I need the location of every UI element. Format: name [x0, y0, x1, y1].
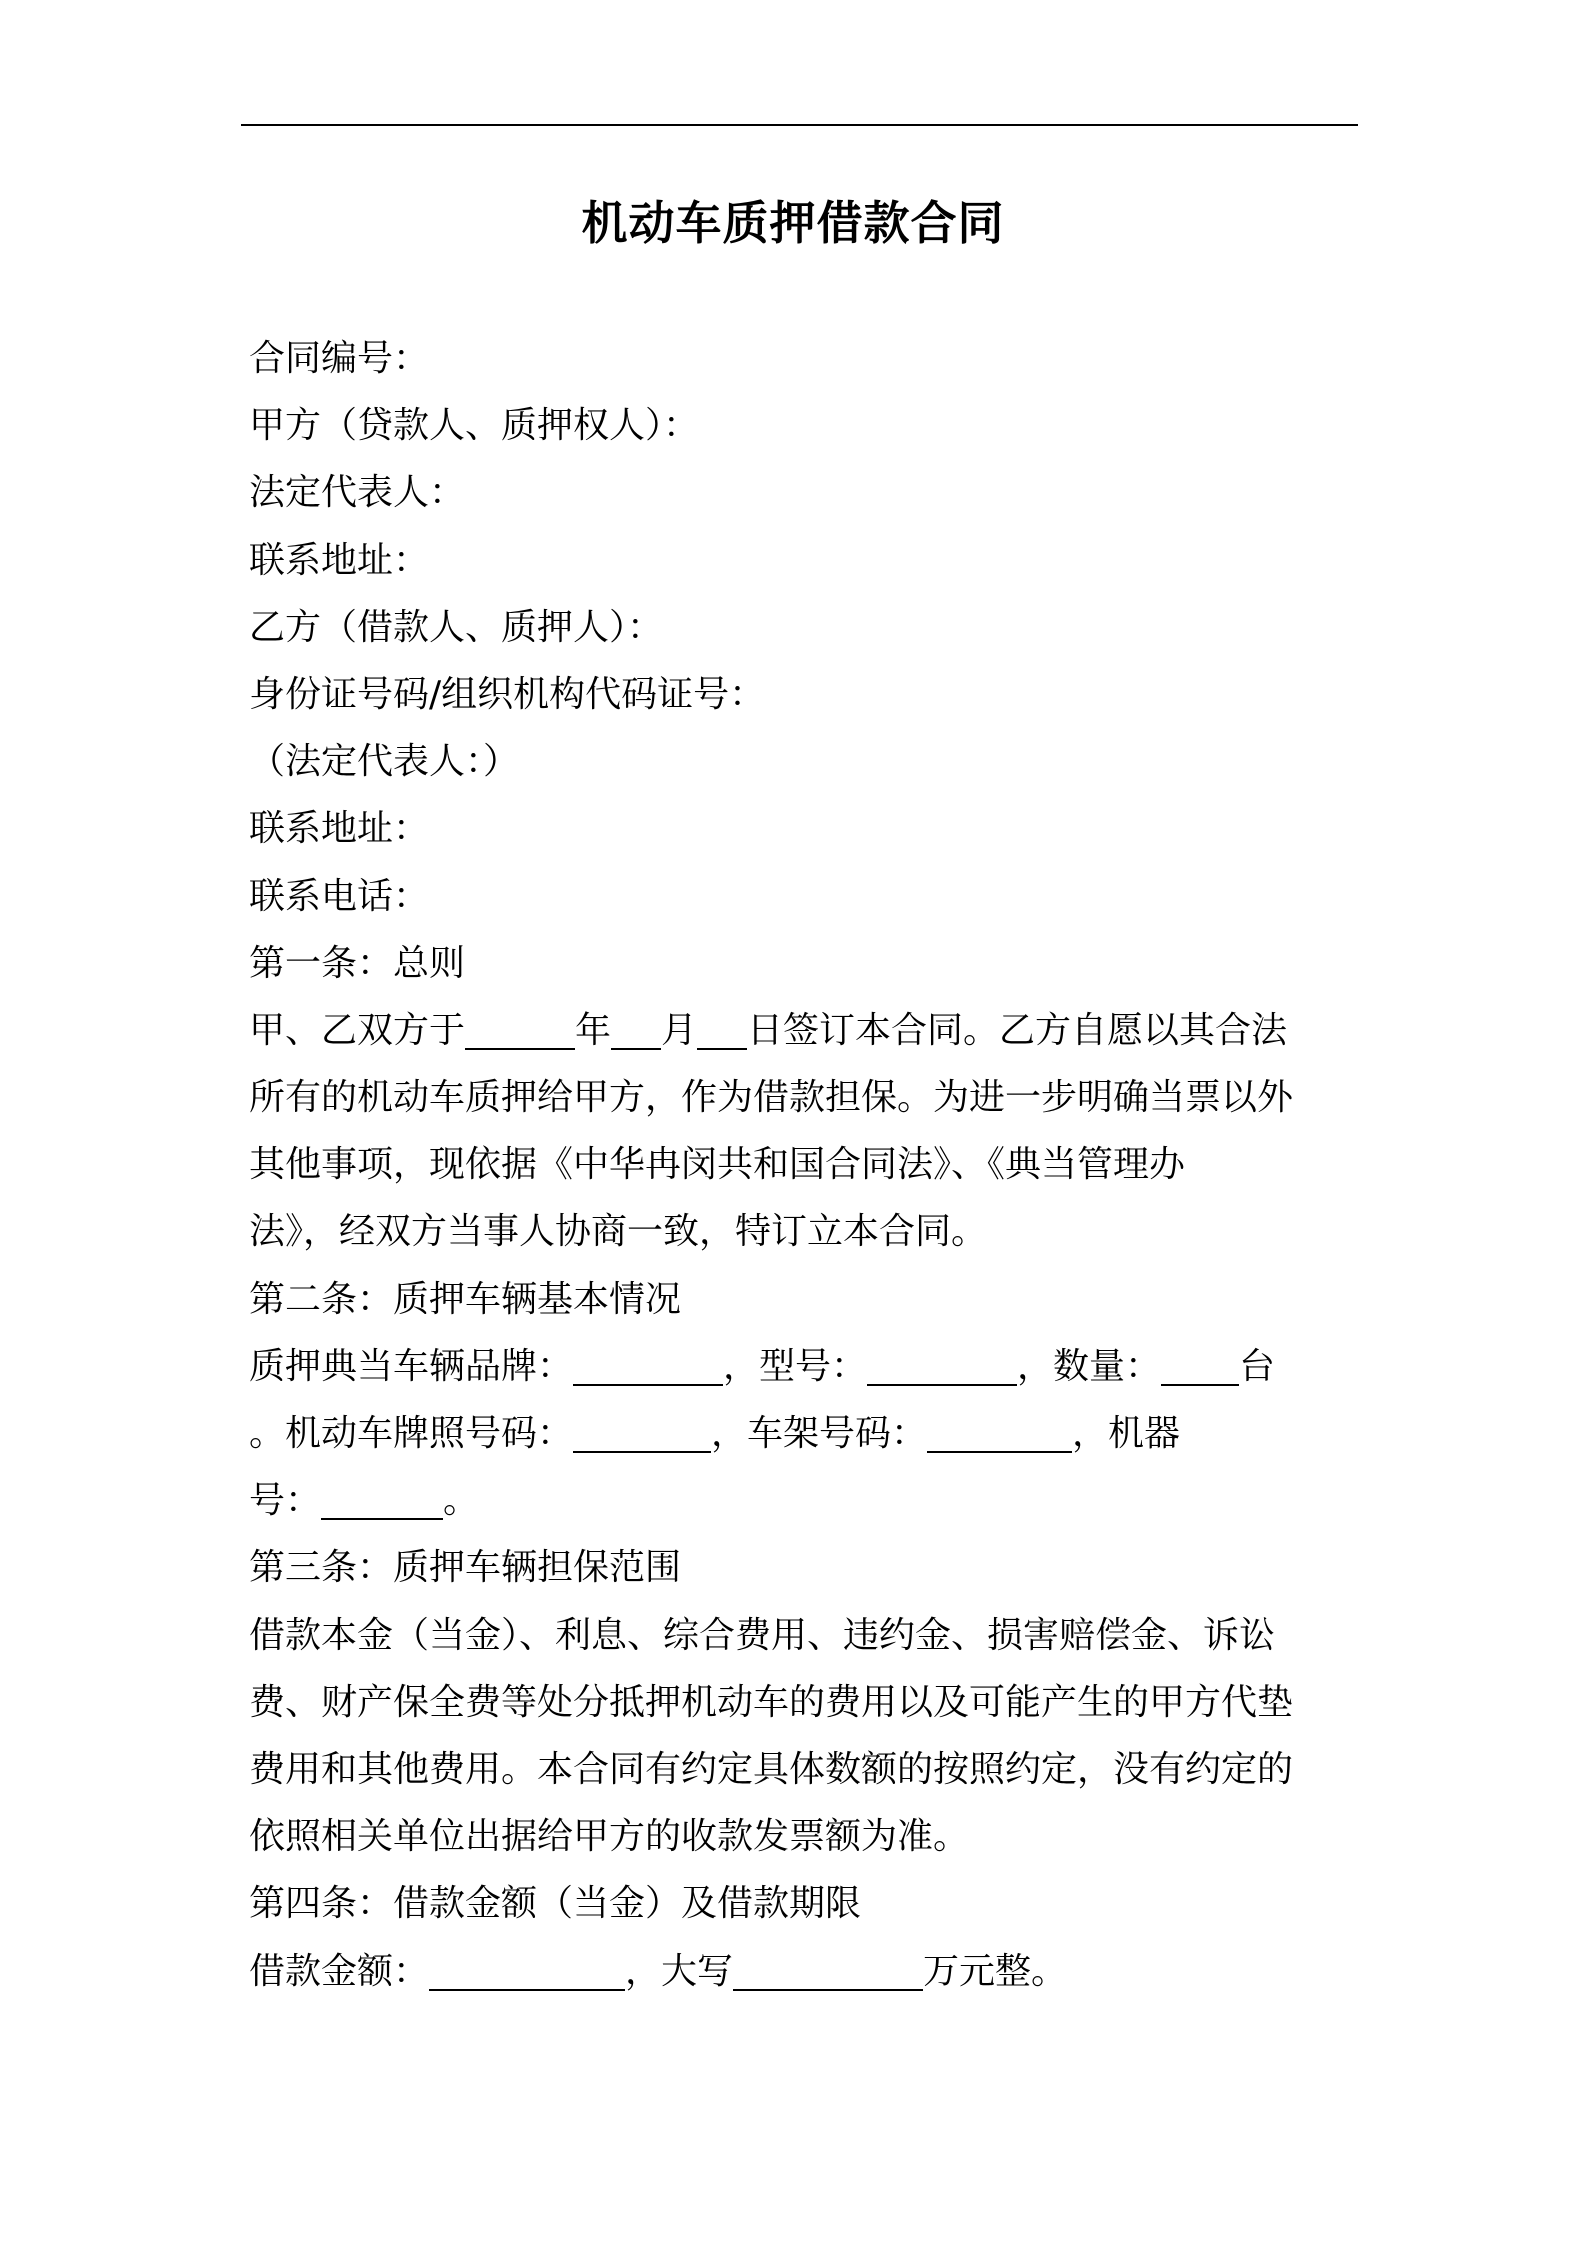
- party-b-field: 乙方（借款人、质押人）：: [249, 606, 664, 648]
- article-2-line-1: [249, 1333, 1349, 1400]
- article-4-line-1: [249, 1938, 1349, 2005]
- brand-blank[interactable]: [573, 1346, 723, 1386]
- id-number-field: 身份证号码/组织机构代码证号：: [249, 673, 766, 715]
- amount-blank[interactable]: [429, 1951, 625, 1991]
- amount-caps-blank[interactable]: [733, 1951, 923, 1991]
- article-4-heading: 第四条：借款金额（当金）及借款期限: [249, 1883, 862, 1925]
- engine-label-end: 号：: [249, 1480, 322, 1522]
- month-label: 月: [661, 1009, 698, 1051]
- party-a-field: 甲方（贷款人、质押权人）：: [249, 405, 700, 447]
- article-1-text: 日签订本合同。乙方自愿以其合法: [747, 1009, 1288, 1051]
- article-1-line-4: 法》，经双方当事人协商一致，特订立本合同。: [249, 1211, 988, 1253]
- period: 。: [443, 1480, 480, 1522]
- article-2-heading: 第二条：质押车辆基本情况: [249, 1278, 682, 1320]
- party-b-legal-representative-field: （法定代表人：）: [249, 741, 520, 783]
- article-3-line-2: 费、财产保全费等处分抵押机动车的费用以及可能产生的甲方代垫: [249, 1681, 1294, 1723]
- engine-blank[interactable]: [321, 1480, 443, 1520]
- amount-unit-label: 万元整。: [923, 1950, 1068, 1992]
- day-blank[interactable]: [697, 1010, 747, 1050]
- header-rule: [241, 124, 1358, 126]
- article-1-line-1: [249, 997, 1349, 1064]
- article-3-line-3: 费用和其他费用。本合同有约定具体数额的按照约定，没有约定的: [249, 1748, 1294, 1790]
- article-3-line-1: 借款本金（当金）、利息、综合费用、违约金、损害赔偿金、诉讼: [249, 1614, 1276, 1656]
- article-1-text: 甲、乙双方于: [249, 1009, 466, 1051]
- model-label: ，型号：: [723, 1345, 868, 1387]
- model-blank[interactable]: [867, 1346, 1017, 1386]
- month-blank[interactable]: [611, 1010, 661, 1050]
- article-3-line-4: 依照相关单位出据给甲方的收款发票额为准。: [249, 1816, 970, 1858]
- year-label: 年: [575, 1009, 612, 1051]
- article-1-line-3: 其他事项，现依据《中华冉闵共和国合同法》、《典当管理办: [249, 1144, 1186, 1186]
- party-b-address-field: 联系地址：: [249, 808, 430, 850]
- quantity-label: ，数量：: [1017, 1345, 1162, 1387]
- amount-label: 借款金额：: [249, 1950, 430, 1992]
- contract-body: [249, 325, 1349, 2005]
- article-1-heading: 第一条：总则: [249, 942, 466, 984]
- year-blank[interactable]: [465, 1010, 575, 1050]
- legal-representative-field: 法定代表人：: [249, 472, 466, 514]
- quantity-blank[interactable]: [1161, 1346, 1239, 1386]
- engine-label: ，机器: [1072, 1413, 1181, 1454]
- article-3-heading: 第三条：质押车辆担保范围: [249, 1547, 682, 1589]
- phone-field: 联系电话：: [249, 875, 430, 917]
- unit-label: 台: [1239, 1345, 1276, 1387]
- amount-caps-label: ，大写: [625, 1950, 734, 1992]
- plate-label: 。机动车牌照号码：: [249, 1413, 574, 1454]
- article-2-line-3: [249, 1467, 1349, 1534]
- plate-blank[interactable]: [573, 1413, 711, 1453]
- contract-number-field: 合同编号：: [249, 338, 430, 379]
- frame-label: ，车架号码：: [711, 1413, 928, 1454]
- document-title: 机动车质押借款合同: [581, 196, 1005, 250]
- party-a-address-field: 联系地址：: [249, 539, 430, 581]
- frame-blank[interactable]: [927, 1413, 1072, 1453]
- article-1-line-2: 所有的机动车质押给甲方，作为借款担保。为进一步明确当票以外: [249, 1077, 1294, 1119]
- article-2-line-2: [249, 1400, 1349, 1467]
- brand-label: 质押典当车辆品牌：: [249, 1345, 574, 1387]
